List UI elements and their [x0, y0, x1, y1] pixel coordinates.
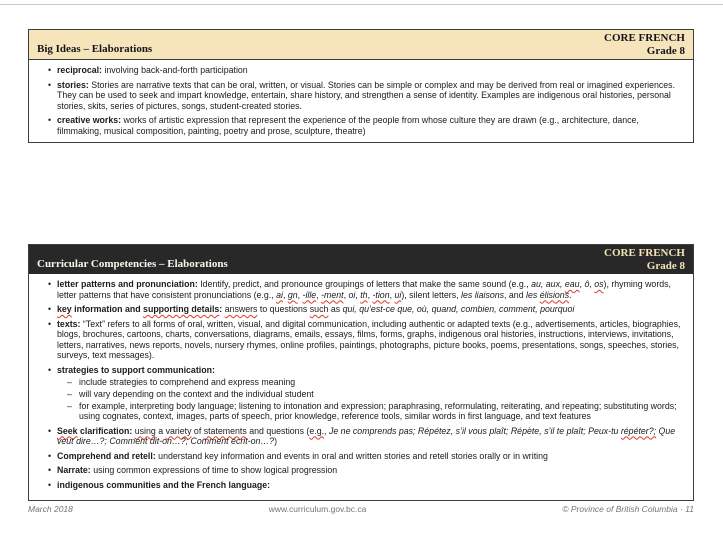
- text-segment: and questions (: [246, 425, 310, 436]
- footer-copyright: © Province of British Columbia · 11: [562, 504, 694, 514]
- text-segment: involving back-and-forth participation: [101, 65, 248, 75]
- text-segment: gn: [287, 289, 298, 300]
- section-big-ideas: [28, 29, 694, 143]
- list-item: [47, 365, 683, 376]
- text-segment: .: [569, 289, 572, 300]
- text-segment: Comprehend and retell:: [57, 450, 156, 461]
- text-segment: ,: [343, 289, 349, 300]
- text-segment: statements: [203, 425, 247, 436]
- course-name: CORE FRENCH: [604, 32, 685, 44]
- text-segment: indigenous communities and the French language:: [57, 479, 271, 490]
- text-segment: works of artistic expression that represent the experience of the people from whose culture they are drawn (e.g., architecture, dance, filmmaking, musical composition, painting, poetry and prose, sculpture, theatre): [57, 115, 639, 136]
- course-name: CORE FRENCH: [604, 247, 685, 259]
- list-item: [47, 304, 683, 315]
- text-segment: les: [526, 289, 540, 300]
- footer-url: www.curriculum.gov.bc.ca: [268, 504, 367, 514]
- text-segment: key: [57, 304, 72, 314]
- text-segment: to questions: [257, 304, 310, 314]
- text-segment: ): [274, 436, 278, 446]
- text-segment: Seek: [57, 425, 78, 436]
- text-segment: :: [219, 304, 223, 314]
- text-segment: au, aux,: [531, 279, 565, 289]
- text-segment: -ille: [302, 289, 317, 300]
- text-segment: ,: [355, 289, 361, 300]
- text-segment: e.g.: [309, 425, 325, 436]
- text-segment: using: [134, 425, 156, 436]
- text-segment: ui: [394, 289, 402, 300]
- list-item: [47, 65, 683, 76]
- sub-list-item: [67, 389, 683, 400]
- list-item: [47, 451, 683, 462]
- list-item: [47, 80, 683, 112]
- section-curricular-competencies: [28, 244, 694, 501]
- curricular-competencies-body: [29, 274, 693, 496]
- text-segment: clarification:: [77, 425, 133, 436]
- text-segment: stories:: [57, 79, 89, 90]
- curricular-competencies-header: [29, 245, 693, 274]
- list-item: [47, 465, 683, 476]
- text-segment: will vary depending on the context and the individual student: [79, 388, 314, 399]
- text-segment: understand key information and events in oral and written stories and retell stories orally or in writing: [155, 450, 548, 461]
- grade-label: Grade 8: [646, 259, 685, 272]
- text-segment: reciprocal:: [57, 65, 102, 75]
- big-ideas-body: [29, 60, 693, 142]
- list-item: [47, 426, 683, 447]
- page-top-divider: [0, 4, 723, 5]
- text-segment: ,: [324, 425, 329, 436]
- list-item: [47, 279, 683, 300]
- text-segment: -tion: [372, 289, 390, 300]
- text-segment: letter patterns and pronunciation:: [57, 279, 198, 289]
- page-footer: [28, 504, 694, 514]
- text-segment: such: [309, 304, 329, 314]
- text-segment: os: [594, 279, 604, 289]
- text-segment: ,: [282, 289, 288, 300]
- text-segment: ô: [584, 279, 590, 289]
- text-segment: répéter?;: [620, 425, 657, 436]
- text-segment: ,: [579, 279, 585, 289]
- text-segment: ,: [389, 289, 395, 300]
- text-segment: ), silent letters,: [401, 289, 461, 300]
- sub-list-item: [67, 401, 683, 422]
- text-segment: Identify, predict, and pronounce groupings of letters that make the same sound (e.g.,: [197, 279, 532, 289]
- list-item: [47, 480, 683, 491]
- big-ideas-header: [29, 30, 693, 60]
- footer-date: March 2018: [28, 504, 73, 514]
- text-segment: variety: [165, 425, 192, 436]
- text-segment: using common expressions of time to show logical progression: [90, 465, 338, 475]
- text-segment: include strategies to comprehend and express meaning: [79, 376, 296, 387]
- text-segment: texts:: [57, 318, 81, 329]
- text-segment: strategies to support communication:: [57, 364, 215, 375]
- text-segment: th: [360, 289, 368, 300]
- text-segment: Narrate:: [57, 465, 91, 475]
- section-title: Curricular Competencies – Elaborations: [37, 258, 228, 270]
- text-segment: eau: [564, 279, 580, 289]
- text-segment: of: [191, 425, 204, 436]
- text-segment: Je ne comprends pas; Répétez, s’il vous plaît; Répète, s’il te plaît; Peux-tu: [328, 425, 621, 436]
- text-segment: creative works:: [57, 115, 122, 125]
- text-segment: élisions: [539, 289, 570, 300]
- text-segment: ai: [276, 289, 283, 300]
- text-segment: Stories are narrative texts that can be oral, written, or visual. Stories can be simple or complex and may be derived from real or imagined experiences. They can be used to seek and impart knowledge, entertain, share history, and strengthen a sense of identity. Examples are indigenous oral histories, personal stories, skits, series of pictures, songs, student-created stories.: [57, 79, 676, 111]
- course-grade-block: [604, 32, 685, 57]
- text-segment: for example, interpreting body language; listening to intonation and expression; paraphrasing, reformulating, reiterating, and repeating; substituting words; using cognates, context, images, parts of speech, prior knowledge, reference tools, similar words in first language, and text features: [79, 400, 677, 421]
- text-segment: oi: [348, 289, 356, 300]
- text-segment: answers: [224, 304, 258, 314]
- text-segment: ,: [367, 289, 373, 300]
- text-segment: ), rhyming words, letter patterns that have consistent pronunciations (e.g.,: [57, 279, 671, 300]
- text-segment: information and: [71, 304, 144, 314]
- text-segment: qui, qu’est-ce que, où, quand, combien, comment, pourquoi: [342, 304, 575, 314]
- text-segment: supporting details: [143, 304, 220, 314]
- text-segment: ,: [316, 289, 322, 300]
- text-segment: Que veut dire…?; Comment dit-on…?; Comment écrit-on…?: [57, 425, 676, 446]
- grade-label: Grade 8: [646, 44, 685, 57]
- text-segment: , and: [504, 289, 527, 300]
- bullet-list: [47, 279, 683, 490]
- text-segment: -ment: [321, 289, 344, 300]
- course-grade-block: [604, 247, 685, 272]
- bullet-list: [47, 65, 683, 136]
- list-item: [47, 319, 683, 361]
- list-item: [47, 115, 683, 136]
- text-segment: a: [155, 425, 166, 436]
- section-title: Big Ideas – Elaborations: [37, 43, 153, 55]
- text-segment: “Text” refers to all forms of oral, written, visual, and digital communication, including authentic or adapted texts (e.g., advertisements, articles, biographies, blogs, brochures, cartoons, charts, conversations, diagrams, emails, essays, films, forms, graphs, indigenous oral histories, instructions, interviews, invitations, letters, narratives, news reports, novels, nursery rhymes, online profiles, paintings, photographs, picture books, poems, presentations, songs, speeches, stories, surveys, text messages).: [57, 318, 681, 360]
- text-segment: ,: [297, 289, 303, 300]
- sub-list-item: [67, 377, 683, 388]
- text-segment: as: [328, 304, 343, 314]
- text-segment: les liaisons: [461, 289, 505, 300]
- text-segment: ,: [589, 279, 595, 289]
